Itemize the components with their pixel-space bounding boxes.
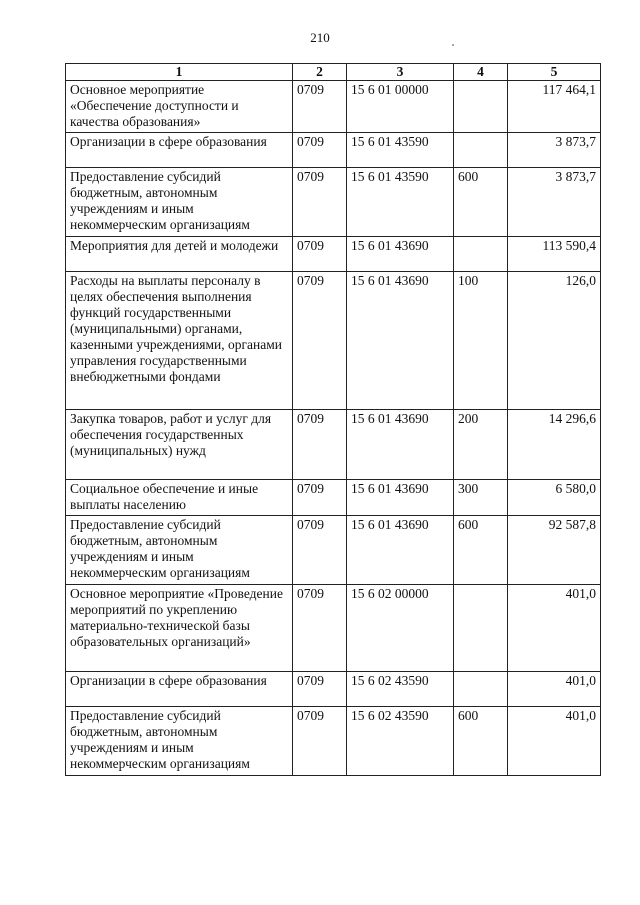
row-section: 0709 [293, 707, 347, 776]
row-expense-type [454, 672, 508, 707]
row-amount: 401,0 [508, 672, 601, 707]
row-expense-type: 600 [454, 707, 508, 776]
row-target-code: 15 6 01 43590 [347, 168, 454, 237]
row-name: Основное мероприятие «Обеспечение доступности и качества образования» [66, 81, 293, 133]
row-target-code: 15 6 01 43690 [347, 237, 454, 272]
row-name: Предоставление субсидий бюджетным, автономным учреждениям и иным некоммерческим организациям [66, 707, 293, 776]
table-row [66, 81, 601, 133]
row-amount: 126,0 [508, 272, 601, 410]
header-cell-section: 2 [293, 64, 347, 81]
row-target-code: 15 6 02 00000 [347, 585, 454, 672]
row-name: Основное мероприятие «Проведение мероприятий по укреплению материально-технической базы образовательных организаций» [66, 585, 293, 672]
row-section: 0709 [293, 168, 347, 237]
table-row [66, 480, 601, 516]
row-section: 0709 [293, 81, 347, 133]
row-expense-type: 200 [454, 410, 508, 480]
row-target-code: 15 6 01 43690 [347, 516, 454, 585]
row-section: 0709 [293, 516, 347, 585]
row-target-code: 15 6 01 43690 [347, 480, 454, 516]
table-row [66, 133, 601, 168]
header-row [66, 64, 601, 81]
row-amount: 3 873,7 [508, 133, 601, 168]
table-row [66, 585, 601, 672]
row-name: Организации в сфере образования [66, 133, 293, 168]
table-row [66, 672, 601, 707]
row-expense-type [454, 585, 508, 672]
row-section: 0709 [293, 272, 347, 410]
table-row [66, 516, 601, 585]
row-section: 0709 [293, 585, 347, 672]
row-name: Предоставление субсидий бюджетным, автономным учреждениям и иным некоммерческим организациям [66, 516, 293, 585]
row-expense-type: 300 [454, 480, 508, 516]
header-cell-expense-type: 4 [454, 64, 508, 81]
table-row [66, 410, 601, 480]
row-section: 0709 [293, 410, 347, 480]
row-name: Мероприятия для детей и молодежи [66, 237, 293, 272]
header-cell-target-code: 3 [347, 64, 454, 81]
row-amount: 3 873,7 [508, 168, 601, 237]
row-name: Социальное обеспечение и иные выплаты населению [66, 480, 293, 516]
row-amount: 6 580,0 [508, 480, 601, 516]
row-section: 0709 [293, 237, 347, 272]
row-target-code: 15 6 02 43590 [347, 672, 454, 707]
scan-speck [452, 44, 454, 46]
row-target-code: 15 6 01 43590 [347, 133, 454, 168]
row-target-code: 15 6 01 43690 [347, 410, 454, 480]
row-name: Организации в сфере образования [66, 672, 293, 707]
table-row [66, 707, 601, 776]
row-section: 0709 [293, 480, 347, 516]
budget-table [65, 63, 601, 776]
header-cell-amount: 5 [508, 64, 601, 81]
header-cell-name: 1 [66, 64, 293, 81]
table-row [66, 272, 601, 410]
row-name: Расходы на выплаты персоналу в целях обеспечения выполнения функций государственными (муниципальными) органами, казенными учреждениями, органами управления государственными внебюджетными фондами [66, 272, 293, 410]
page-number: 210 [310, 30, 330, 45]
table-row [66, 168, 601, 237]
table-row [66, 237, 601, 272]
row-expense-type [454, 237, 508, 272]
row-name: Предоставление субсидий бюджетным, автономным учреждениям и иным некоммерческим организациям [66, 168, 293, 237]
row-expense-type: 100 [454, 272, 508, 410]
row-amount: 14 296,6 [508, 410, 601, 480]
row-expense-type: 600 [454, 168, 508, 237]
row-expense-type: 600 [454, 516, 508, 585]
row-amount: 401,0 [508, 707, 601, 776]
row-amount: 117 464,1 [508, 81, 601, 133]
row-amount: 401,0 [508, 585, 601, 672]
row-expense-type [454, 81, 508, 133]
row-amount: 92 587,8 [508, 516, 601, 585]
row-target-code: 15 6 02 43590 [347, 707, 454, 776]
row-expense-type [454, 133, 508, 168]
row-section: 0709 [293, 672, 347, 707]
row-amount: 113 590,4 [508, 237, 601, 272]
row-target-code: 15 6 01 00000 [347, 81, 454, 133]
row-section: 0709 [293, 133, 347, 168]
row-name: Закупка товаров, работ и услуг для обеспечения государственных (муниципальных) нужд [66, 410, 293, 480]
row-target-code: 15 6 01 43690 [347, 272, 454, 410]
